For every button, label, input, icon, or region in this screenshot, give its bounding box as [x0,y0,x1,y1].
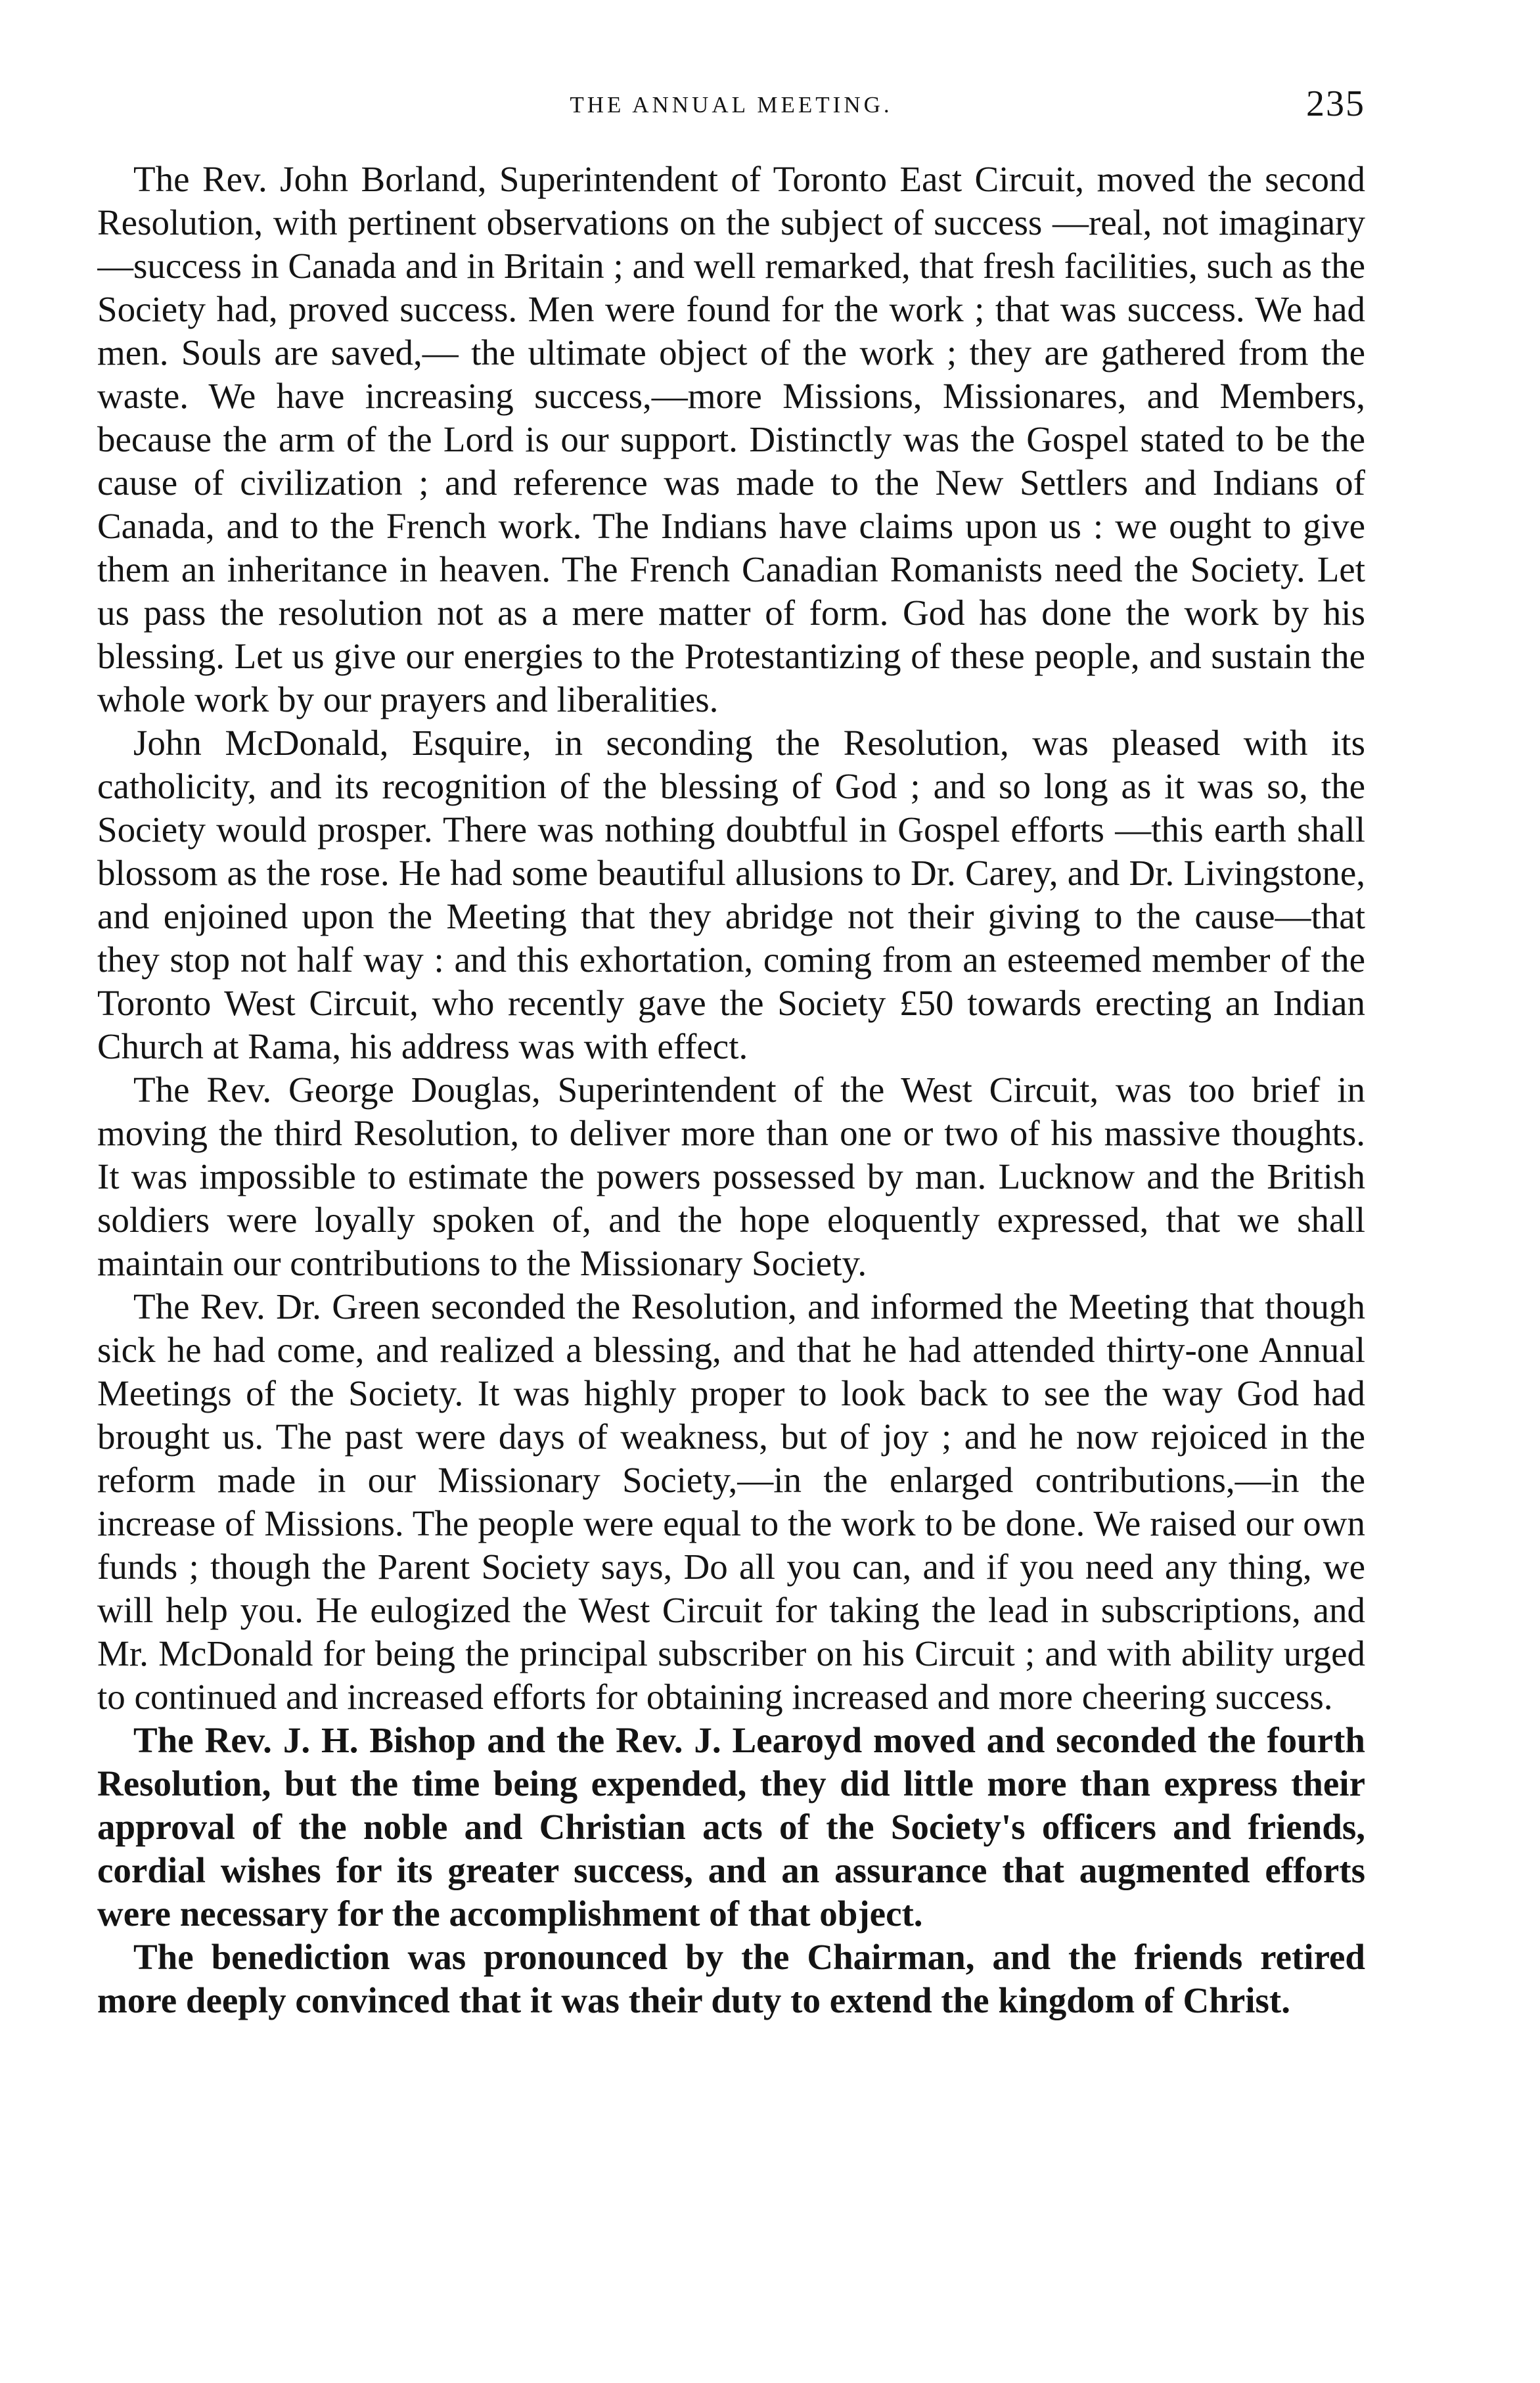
body-text [97,158,1365,2022]
paragraph-green: The Rev. Dr. Green seconded the Resolution, and informed the Meeting that though sick he had come, and realized a blessing, and that he had attended thirty-one Annual Meetings of the Society. It was highly proper to look back to see the way God had brought us. The past were days of weakness, but of joy ; and he now rejoiced in the reform made in our Missionary Society,—in the enlarged contributions,—in the increase of Missions. The people were equal to the work to be done. We raised our own funds ; though the Parent Society says, Do all you can, and if you need any thing, we will help you. He eulogized the West Circuit for taking the lead in subscriptions, and Mr. McDonald for being the principal subscriber on his Circuit ; and with ability urged to continued and increased efforts for obtaining increased and more cheering success. [97,1286,1365,1717]
running-head [97,79,1365,131]
paragraph-mcdonald: John McDonald, Esquire, in seconding the Resolution, was pleased with its catholicity, and its recognition of the blessing of God ; and so long as it was so, the Society would prosper. There was nothing doubtful in Gospel efforts —this earth shall blossom as the rose. He had some beautiful allusions to Dr. Carey, and Dr. Livingstone, and enjoined upon the Meeting that they abridge not their giving to the cause—that they stop not half way : and this exhortation, coming from an esteemed member of the Toronto West Circuit, who recently gave the Society £50 towards erecting an Indian Church at Rama, his address was with effect. [97,723,1365,1066]
paragraph-benediction: The benediction was pronounced by the Chairman, and the friends retired more deeply convinced that it was their duty to extend the kingdom of Christ. [97,1937,1365,2020]
paragraph-bishop-learoyd: The Rev. J. H. Bishop and the Rev. J. Learoyd moved and seconded the fourth Resolution, but the time being expended, they did little more than express their approval of the noble and Christian acts of the Society's officers and friends, cordial wishes for its greater success, and an assurance that augmented efforts were necessary for the accomplishment of that object. [97,1720,1365,1934]
paragraph-borland: The Rev. John Borland, Superintendent of Toronto East Circuit, moved the second Resolution, with pertinent observations on the subject of success —real, not imaginary—success in Canada and in Britain ; and well remarked, that fresh facilities, such as the Society had, proved success. Men were found for the work ; that was success. We had men. Souls are saved,— the ultimate object of the work ; they are gathered from the waste. We have increasing success,—more Missions, Missionares, and Members, because the arm of the Lord is our support. Distinctly was the Gospel stated to be the cause of civilization ; and reference was made to the New Settlers and Indians of Canada, and to the French work. The Indians have claims upon us : we ought to give them an inheritance in heaven. The French Canadian Romanists need the Society. Let us pass the resolution not as a mere matter of form. God has done the work by his blessing. Let us give our energies to the Protestantizing of these people, and sustain the whole work by our prayers and liberalities. [97,159,1365,719]
running-title: THE ANNUAL MEETING. [570,92,893,118]
page-number: 235 [1306,83,1365,124]
paragraph-douglas: The Rev. George Douglas, Superintendent of the West Circuit, was too brief in moving the third Resolution, to deliver more than one or two of his massive thoughts. It was impossible to estimate the powers possessed by man. Lucknow and the British soldiers were loyally spoken of, and the hope eloquently expressed, that we shall maintain our contributions to the Missionary Society. [97,1070,1365,1283]
book-page [97,79,1365,2365]
